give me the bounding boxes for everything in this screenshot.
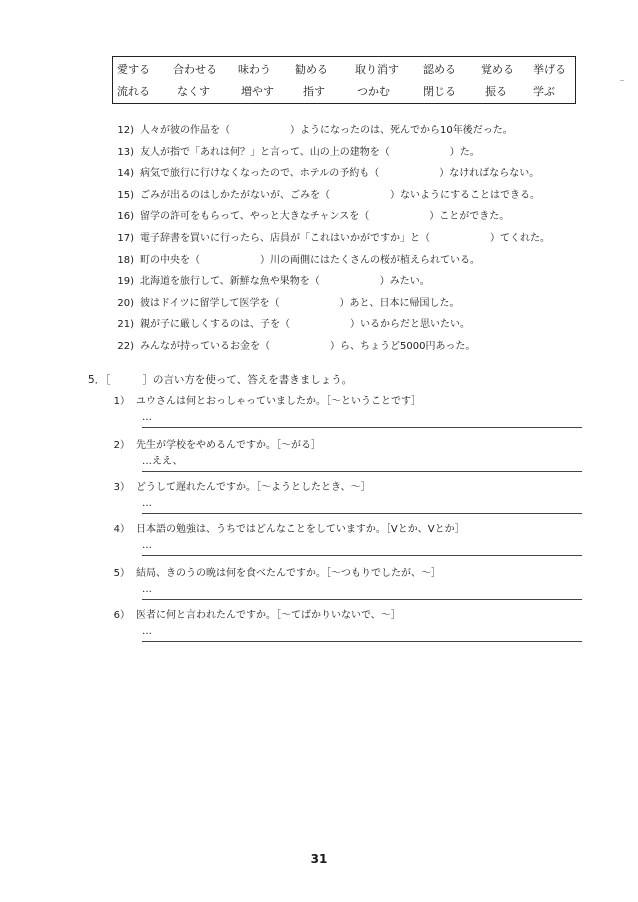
question-number: 6）	[113, 610, 130, 621]
sentence-item	[112, 271, 582, 293]
question-number: 5）	[113, 568, 130, 579]
sentence-text: 電子辞書を買いに行ったら、店員が「これはいかがですか」と（ ）てくれた。	[140, 232, 550, 244]
sentence-text: 病気で旅行に行けなくなったので、ホテルの予約も（ ）なければならない。	[140, 168, 540, 180]
answer-rule	[142, 641, 582, 642]
answer-line[interactable]	[136, 410, 582, 430]
sentence-item	[112, 336, 582, 358]
vocabulary-row-2	[113, 81, 575, 103]
question-text-row	[112, 438, 582, 454]
answer-rule	[142, 427, 582, 428]
sentence-item	[112, 314, 582, 336]
item-number: 17)	[117, 232, 134, 244]
question-item	[112, 480, 582, 516]
question-text: 結局、きのうの晩は何を食べたんですか。［～つもりでしたが、～］	[136, 568, 441, 579]
close-bracket: ］	[142, 374, 153, 386]
vocab-word: 挙げる	[533, 63, 566, 76]
sentence-item	[112, 206, 582, 228]
vocab-word: 愛する	[117, 63, 150, 76]
sentence-item	[112, 142, 582, 164]
answer-prefix: …	[142, 626, 152, 637]
sentence-text: 親が子に厳しくするのは、子を（ ）いるからだと思いたい。	[140, 319, 470, 331]
vocab-word: 味わう	[238, 63, 271, 76]
answer-prefix: …	[142, 584, 152, 595]
item-number: 15)	[117, 189, 134, 201]
answer-line[interactable]	[136, 624, 582, 644]
question-text-row	[112, 394, 582, 410]
sentence-text: 留学の許可をもらって、やっと大きなチャンスを（ ）ことができた。	[140, 211, 510, 223]
item-number: 16)	[117, 211, 134, 223]
question-number: 4）	[113, 524, 130, 535]
question-item	[112, 438, 582, 474]
sentence-text: 彼はドイツに留学して医学を（ ）あと、日本に帰国した。	[140, 297, 460, 309]
sentence-text: ごみが出るのはしかたがないが、ごみを（ ）ないようにすることはできる。	[140, 189, 540, 201]
sentence-item	[112, 250, 582, 272]
question-text-row	[112, 608, 582, 624]
sentence-item	[112, 185, 582, 207]
question-text: 日本語の勉強は、うちではどんなことをしていますか。［Vとか、Vとか］	[136, 524, 465, 535]
item-number: 18)	[117, 254, 134, 266]
sentence-item	[112, 163, 582, 185]
vocab-word: 閉じる	[423, 85, 456, 98]
item-number: 20)	[117, 297, 134, 309]
question-text: 先生が学校をやめるんですか。［～がる］	[136, 440, 321, 451]
sentence-text: 友人が指で「あれは何？」と言って、山の上の建物を（ ）た。	[140, 146, 480, 158]
vocab-word: 増やす	[241, 85, 274, 98]
sentence-text: 北海道を旅行して、新鮮な魚や果物を（ ）みたい。	[140, 276, 430, 288]
answer-prefix: …	[142, 540, 152, 551]
question-item	[112, 522, 582, 558]
section-instruction: の言い方を使って、答えを書きましょう。	[152, 374, 353, 386]
vocab-word: なくす	[177, 85, 210, 98]
question-number: 1）	[113, 396, 130, 407]
question-text: どうして遅れたんですか。［～ようとしたとき、～］	[136, 482, 371, 493]
vocab-word: 勧める	[295, 63, 328, 76]
answer-rule	[142, 513, 582, 514]
vocab-word: つかむ	[357, 85, 390, 98]
sentence-text: 町の中央を（ ）川の両側にはたくさんの桜が植えられている。	[140, 254, 480, 266]
fill-in-sentences	[112, 120, 582, 358]
section-5-heading	[88, 372, 352, 387]
answer-prefix: …ええ、	[142, 456, 183, 467]
question-number: 2）	[113, 440, 130, 451]
scan-mark	[620, 80, 624, 84]
vocab-word: 振る	[485, 85, 507, 98]
section-number: 5．	[88, 374, 106, 386]
question-text-row	[112, 480, 582, 496]
answer-line[interactable]	[136, 582, 582, 602]
question-item	[112, 394, 582, 430]
vocab-word: 認める	[423, 63, 456, 76]
page-number: 31	[310, 852, 328, 866]
question-item	[112, 608, 582, 644]
question-text-row	[112, 566, 582, 582]
answer-line[interactable]	[136, 538, 582, 558]
answer-rule	[142, 555, 582, 556]
vocab-word: 流れる	[117, 85, 150, 98]
answer-line[interactable]	[136, 454, 582, 474]
open-bracket: ［	[105, 374, 111, 386]
question-number: 3）	[113, 482, 130, 493]
question-text: ユウさんは何とおっしゃっていましたか。［～ということです］	[136, 396, 421, 407]
answer-rule	[142, 599, 582, 600]
item-number: 21)	[117, 319, 134, 331]
question-text-row	[112, 522, 582, 538]
item-number: 14)	[117, 168, 134, 180]
answer-line[interactable]	[136, 496, 582, 516]
vocab-word: 取り消す	[355, 63, 399, 76]
answer-prefix: …	[142, 498, 152, 509]
item-number: 13)	[117, 146, 134, 158]
sentence-text: 人々が彼の作品を（ ）ようになったのは、死んでから10年後だった。	[140, 125, 513, 136]
vocabulary-row-1	[113, 59, 575, 81]
vocab-word: 指す	[303, 85, 325, 98]
vocab-word: 覚める	[481, 63, 514, 76]
vocab-word: 合わせる	[173, 63, 217, 76]
sentence-item	[112, 120, 582, 142]
sentence-text: みんなが持っているお金を（ ）ら、ちょうど5000円あった。	[140, 340, 476, 352]
answer-rule	[142, 471, 582, 472]
vocab-word: 学ぶ	[533, 85, 555, 98]
answer-prefix: …	[142, 412, 152, 423]
item-number: 22)	[117, 340, 134, 352]
question-item	[112, 566, 582, 602]
item-number: 19)	[117, 276, 134, 288]
item-number: 12)	[117, 125, 134, 136]
vocabulary-box	[112, 56, 576, 104]
question-text: 医者に何と言われたんですか。［～てばかりいないで、～］	[136, 610, 401, 621]
sentence-item	[112, 228, 582, 250]
sentence-item	[112, 293, 582, 315]
